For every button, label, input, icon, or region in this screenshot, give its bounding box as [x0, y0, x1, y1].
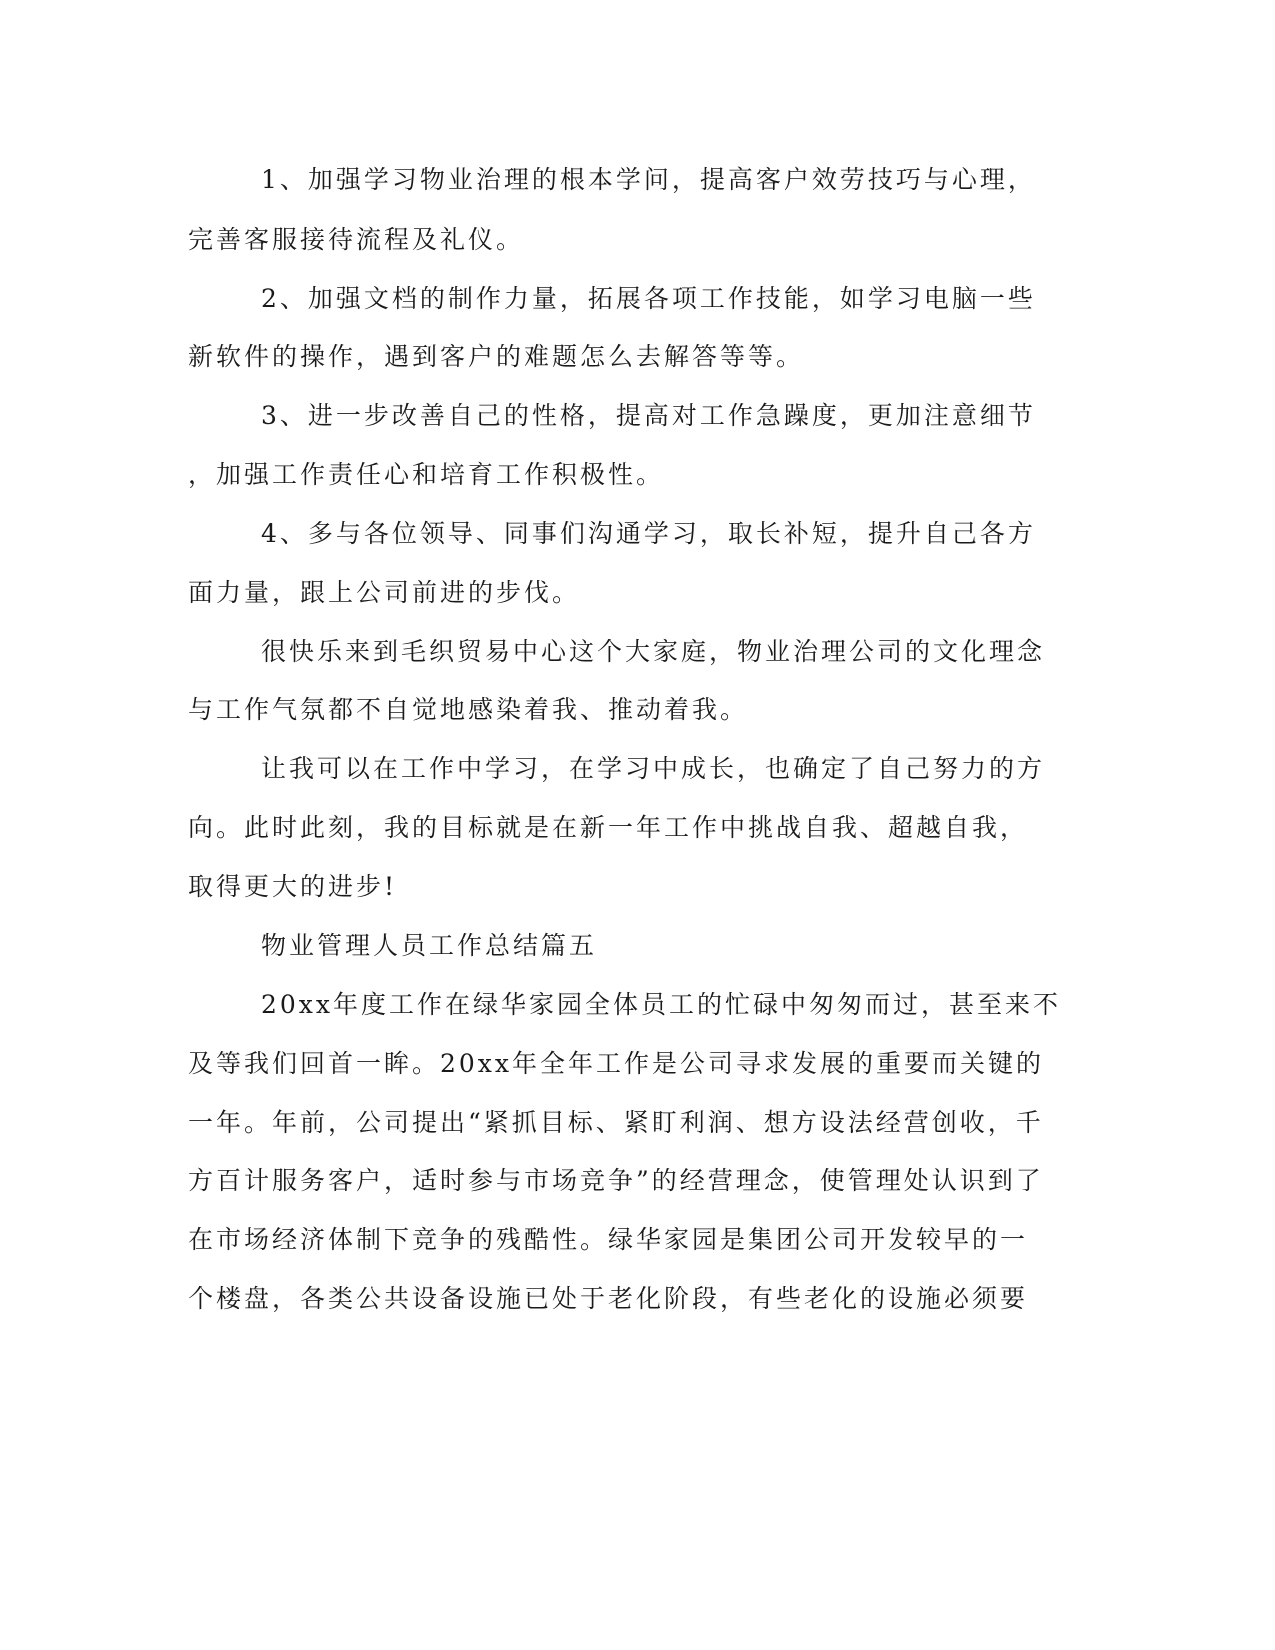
paragraph-7-line-1: 20xx年度工作在绿华家园全体员工的忙碌中匆匆而过，甚至来不: [261, 990, 1062, 1019]
paragraph-7-line-6: 个楼盘，各类公共设备设施已处于老化阶段，有些老化的设施必须要: [188, 1284, 1029, 1313]
paragraph-6-line-3: 取得更大的进步!: [188, 872, 398, 901]
paragraph-7-line-4: 方百计服务客户，适时参与市场竞争”的经营理念，使管理处认识到了: [188, 1166, 1044, 1195]
paragraph-2-line-2: 新软件的操作，遇到客户的难题怎么去解答等等。: [188, 342, 805, 371]
paragraph-4-line-1: 4、多与各位领导、同事们沟通学习，取长补短，提升自己各方: [261, 519, 1036, 548]
paragraph-2-line-1: 2、加强文档的制作力量，拓展各项工作技能，如学习电脑一些: [261, 284, 1036, 313]
paragraph-5-line-1: 很快乐来到毛织贸易中心这个大家庭，物业治理公司的文化理念: [261, 637, 1046, 666]
paragraph-5-line-2: 与工作气氛都不自觉地感染着我、推动着我。: [188, 695, 749, 724]
paragraph-4-line-2: 面力量，跟上公司前进的步伐。: [188, 578, 581, 607]
paragraph-1-line-2: 完善客服接待流程及礼仪。: [188, 225, 525, 254]
paragraph-7-line-5: 在市场经济体制下竞争的残酷性。绿华家园是集团公司开发较早的一: [188, 1225, 1029, 1254]
paragraph-7-line-3: 一年。年前，公司提出“紧抓目标、紧盯利润、想方设法经营创收，千: [188, 1108, 1044, 1137]
paragraph-3-line-1: 3、进一步改善自己的性格，提高对工作急躁度，更加注意细节: [261, 401, 1036, 430]
paragraph-7-line-2: 及等我们回首一眸。20xx年全年工作是公司寻求发展的重要而关键的: [188, 1049, 1045, 1078]
paragraph-1-line-1: 1、加强学习物业治理的根本学问，提高客户效劳技巧与心理，: [261, 165, 1036, 194]
paragraph-3-line-2: ，加强工作责任心和培育工作积极性。: [188, 460, 665, 489]
section-heading: 物业管理人员工作总结篇五: [261, 931, 598, 960]
paragraph-6-line-2: 向。此时此刻，我的目标就是在新一年工作中挑战自我、超越自我，: [188, 813, 1029, 842]
paragraph-6-line-1: 让我可以在工作中学习，在学习中成长，也确定了自己努力的方: [261, 754, 1046, 783]
